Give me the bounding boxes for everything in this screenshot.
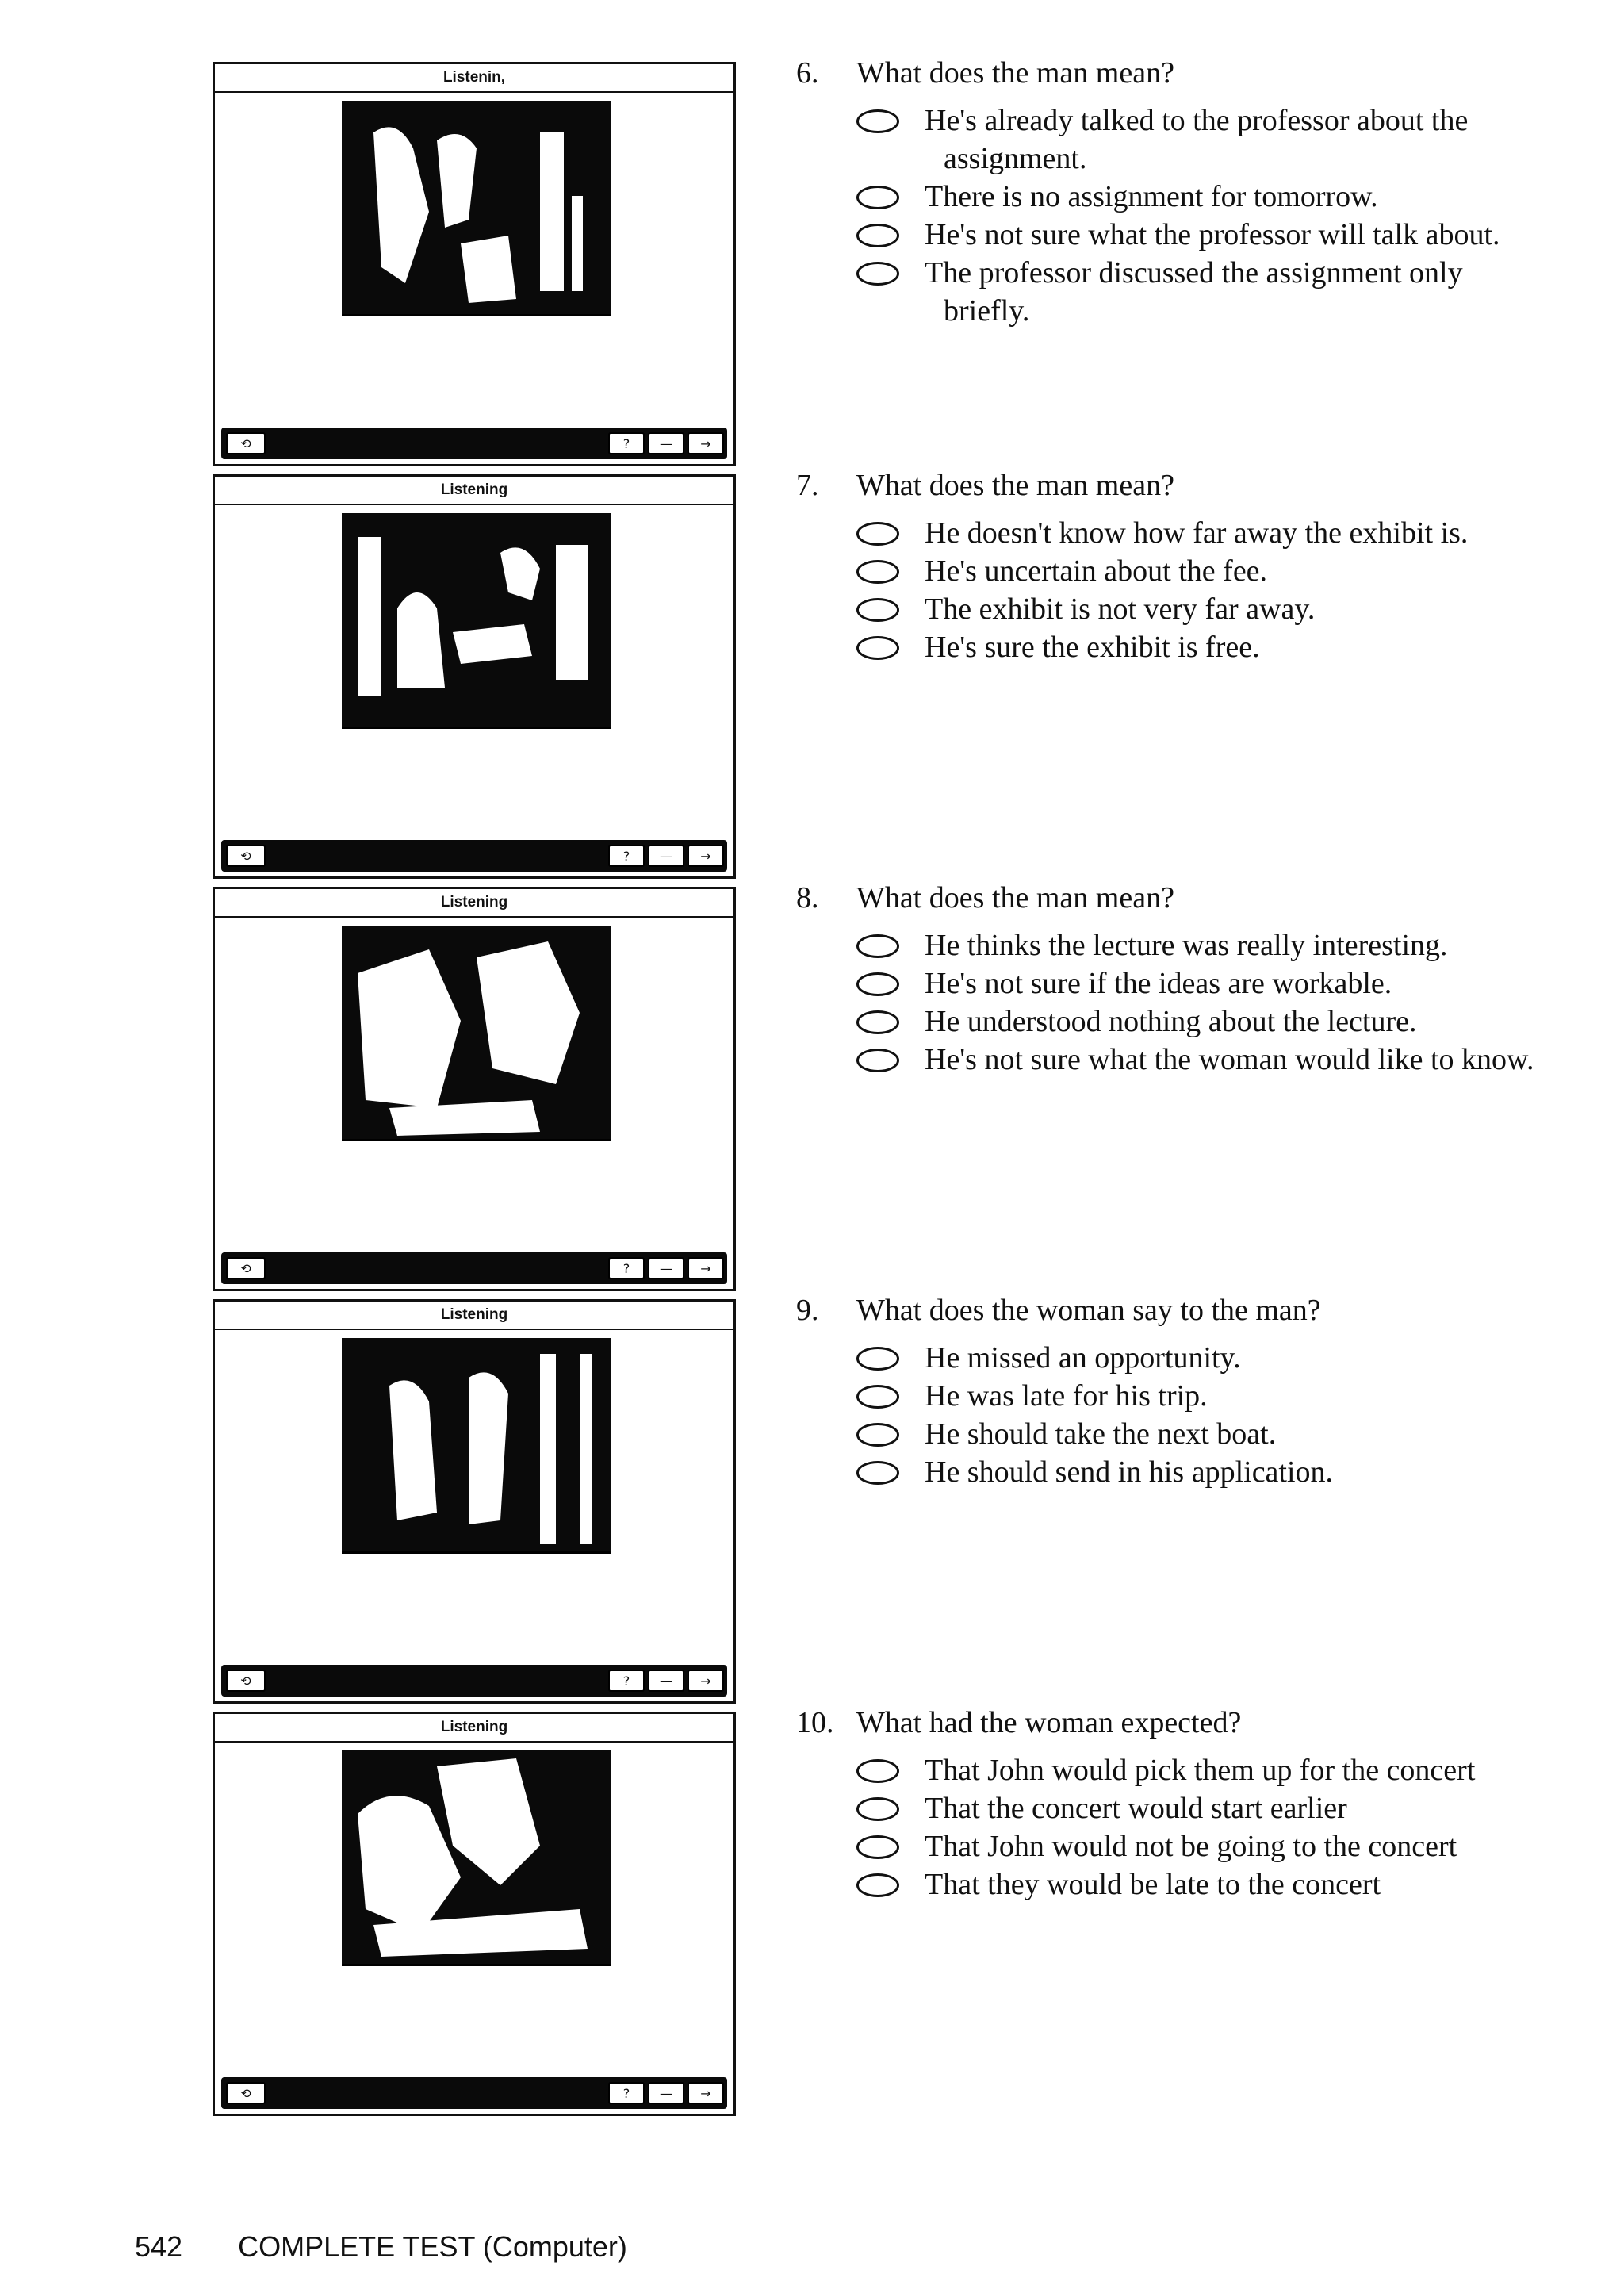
- replay-button[interactable]: ⟲: [226, 2082, 266, 2104]
- replay-button[interactable]: ⟲: [226, 432, 266, 454]
- screen-title: Listening: [440, 894, 508, 911]
- help-button[interactable]: ?: [608, 1670, 645, 1692]
- people-image: [342, 101, 611, 328]
- answer-option[interactable]: He's not sure what the woman would like to know.: [856, 1041, 1597, 1079]
- answer-option[interactable]: The professor discussed the assignment only briefly.: [856, 254, 1597, 330]
- answer-option[interactable]: That they would be late to the concert: [856, 1865, 1597, 1904]
- people-image: [342, 1338, 611, 1565]
- question-prompt: What does the man mean?: [856, 56, 1174, 90]
- radio-oval-icon[interactable]: [856, 1461, 899, 1485]
- question-number: 7.: [796, 469, 819, 502]
- radio-oval-icon[interactable]: [856, 1873, 899, 1897]
- video-progress-strip: [342, 314, 611, 328]
- replay-button[interactable]: ⟲: [226, 1257, 266, 1279]
- video-photo: [342, 1338, 611, 1565]
- answer-options: [856, 102, 1597, 330]
- answer-option[interactable]: That John would pick them up for the concert: [856, 1751, 1597, 1789]
- page-footer: [135, 2230, 675, 2264]
- confirm-button[interactable]: —: [648, 845, 684, 867]
- next-button[interactable]: →: [688, 845, 724, 867]
- confirm-button[interactable]: —: [648, 1670, 684, 1692]
- toolbar: [221, 2077, 727, 2109]
- toolbar: [221, 1665, 727, 1697]
- radio-oval-icon[interactable]: [856, 1385, 899, 1409]
- listening-screen-2: [213, 474, 736, 879]
- radio-oval-icon[interactable]: [856, 522, 899, 546]
- radio-oval-icon[interactable]: [856, 1423, 899, 1447]
- replay-button[interactable]: ⟲: [226, 1670, 266, 1692]
- question-number: 9.: [796, 1294, 819, 1327]
- title-divider: [215, 1741, 733, 1743]
- screen-title: Listening: [440, 481, 508, 498]
- help-button[interactable]: ?: [608, 1257, 645, 1279]
- screen-title: Listening: [440, 1306, 508, 1323]
- radio-oval-icon[interactable]: [856, 1797, 899, 1821]
- question-prompt: What does the man mean?: [856, 469, 1174, 502]
- answer-option[interactable]: He should take the next boat.: [856, 1415, 1597, 1453]
- answer-option[interactable]: He should send in his application.: [856, 1453, 1597, 1491]
- help-button[interactable]: ?: [608, 845, 645, 867]
- answer-option[interactable]: The exhibit is not very far away.: [856, 590, 1597, 628]
- video-progress-strip: [342, 1551, 611, 1565]
- radio-oval-icon[interactable]: [856, 1010, 899, 1034]
- radio-oval-icon[interactable]: [856, 1835, 899, 1859]
- listening-screen-4: [213, 1299, 736, 1704]
- video-photo: [342, 1750, 611, 1977]
- people-image: [342, 1750, 611, 1977]
- title-divider: [215, 1329, 733, 1330]
- page-number: 542: [135, 2230, 183, 2263]
- answer-options: [856, 1339, 1597, 1491]
- radio-oval-icon[interactable]: [856, 262, 899, 286]
- people-image: [342, 513, 611, 740]
- radio-oval-icon[interactable]: [856, 224, 899, 247]
- toolbar: [221, 1252, 727, 1284]
- next-button[interactable]: →: [688, 1257, 724, 1279]
- answer-option[interactable]: That John would not be going to the concert: [856, 1827, 1597, 1865]
- listening-screen-1: [213, 62, 736, 466]
- title-divider: [215, 504, 733, 505]
- radio-oval-icon[interactable]: [856, 972, 899, 996]
- title-divider: [215, 91, 733, 93]
- video-progress-strip: [342, 1964, 611, 1977]
- listening-screen-3: [213, 887, 736, 1291]
- toolbar: [221, 428, 727, 459]
- question-8: [796, 879, 1597, 1079]
- answer-options: [856, 514, 1597, 666]
- confirm-button[interactable]: —: [648, 2082, 684, 2104]
- radio-oval-icon[interactable]: [856, 636, 899, 660]
- question-10: [796, 1704, 1597, 1904]
- answer-option[interactable]: He's already talked to the professor about the assignment.: [856, 102, 1597, 178]
- question-7: [796, 466, 1597, 666]
- answer-option[interactable]: He's uncertain about the fee.: [856, 552, 1597, 590]
- answer-option[interactable]: He's not sure if the ideas are workable.: [856, 964, 1597, 1003]
- answer-options: [856, 1751, 1597, 1904]
- answer-option[interactable]: He's not sure what the professor will talk about.: [856, 216, 1597, 254]
- radio-oval-icon[interactable]: [856, 1759, 899, 1783]
- question-number: 10.: [796, 1706, 834, 1739]
- help-button[interactable]: ?: [608, 2082, 645, 2104]
- video-photo: [342, 101, 611, 328]
- video-progress-strip: [342, 1139, 611, 1152]
- radio-oval-icon[interactable]: [856, 560, 899, 584]
- video-progress-strip: [342, 727, 611, 740]
- radio-oval-icon[interactable]: [856, 186, 899, 209]
- answer-option[interactable]: He thinks the lecture was really interesting.: [856, 926, 1597, 964]
- section-title: COMPLETE TEST (Computer): [238, 2230, 627, 2263]
- question-number: 8.: [796, 881, 819, 914]
- next-button[interactable]: →: [688, 2082, 724, 2104]
- radio-oval-icon[interactable]: [856, 598, 899, 622]
- question-6: [796, 54, 1597, 330]
- answer-option[interactable]: He understood nothing about the lecture.: [856, 1003, 1597, 1041]
- title-divider: [215, 916, 733, 918]
- answer-option[interactable]: He missed an opportunity.: [856, 1339, 1597, 1377]
- answer-options: [856, 926, 1597, 1079]
- people-image: [342, 926, 611, 1152]
- radio-oval-icon[interactable]: [856, 1049, 899, 1072]
- question-prompt: What does the woman say to the man?: [856, 1294, 1321, 1327]
- radio-oval-icon[interactable]: [856, 109, 899, 133]
- answer-option[interactable]: There is no assignment for tomorrow.: [856, 178, 1597, 216]
- next-button[interactable]: →: [688, 1670, 724, 1692]
- answer-option[interactable]: He's sure the exhibit is free.: [856, 628, 1597, 666]
- help-button[interactable]: ?: [608, 432, 645, 454]
- video-photo: [342, 513, 611, 740]
- video-photo: [342, 926, 611, 1152]
- question-prompt: What had the woman expected?: [856, 1706, 1242, 1739]
- question-9: [796, 1291, 1597, 1491]
- answer-option[interactable]: That the concert would start earlier: [856, 1789, 1597, 1827]
- question-prompt: What does the man mean?: [856, 881, 1174, 914]
- next-button[interactable]: →: [688, 432, 724, 454]
- replay-button[interactable]: ⟲: [226, 845, 266, 867]
- confirm-button[interactable]: —: [648, 1257, 684, 1279]
- radio-oval-icon[interactable]: [856, 1347, 899, 1371]
- confirm-button[interactable]: —: [648, 432, 684, 454]
- toolbar: [221, 840, 727, 872]
- screen-title: Listenin,: [442, 69, 506, 86]
- listening-screen-5: [213, 1712, 736, 2116]
- answer-option[interactable]: He was late for his trip.: [856, 1377, 1597, 1415]
- radio-oval-icon[interactable]: [856, 934, 899, 958]
- question-number: 6.: [796, 56, 819, 90]
- screen-title: Listening: [440, 1719, 508, 1735]
- answer-option[interactable]: He doesn't know how far away the exhibit is.: [856, 514, 1597, 552]
